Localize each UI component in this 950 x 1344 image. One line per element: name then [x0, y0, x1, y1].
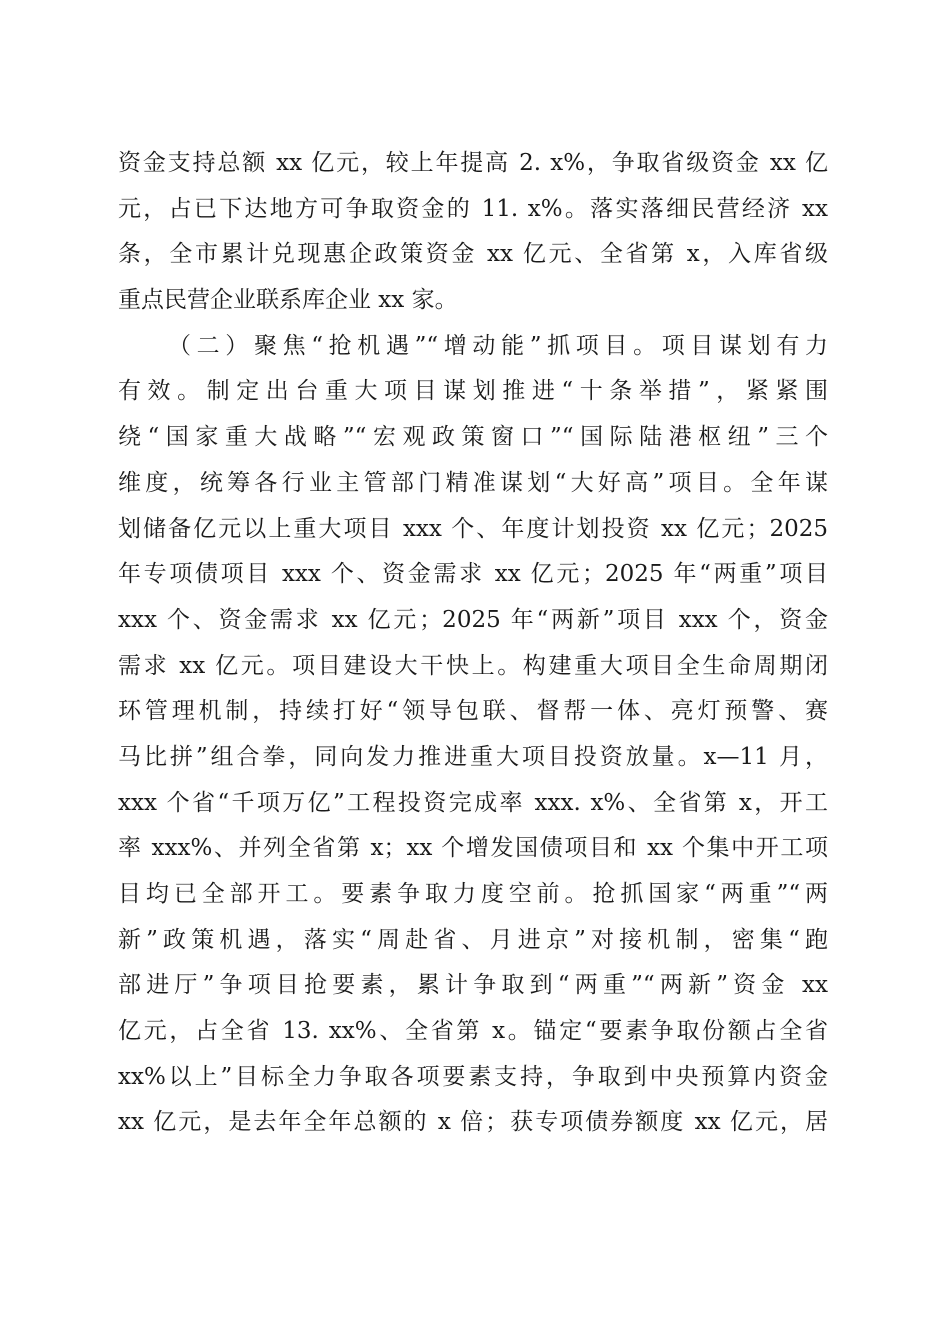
- paragraph-2-line-1: （二）聚焦“抢机遇”“增动能”抓项目。项目谋划有力: [168, 332, 828, 359]
- paragraph-2-line-6: 年专项债项目 xxx 个、资金需求 xx 亿元；2025 年“两重”项目: [118, 561, 828, 588]
- paragraph-1-line-2: 元，占已下达地方可争取资金的 11. x%。落实落细民营经济 xx: [118, 195, 828, 222]
- paragraph-2-line-3: 绕“国家重大战略”“宏观政策窗口”“国际陆港枢纽”三个: [118, 424, 828, 451]
- paragraph-2-line-13: 目均已全部开工。要素争取力度空前。抢抓国家“两重”“两: [118, 881, 828, 907]
- paragraph-1-line-1: 资金支持总额 xx 亿元，较上年提高 2. x%，争取省级资金 xx 亿: [118, 150, 828, 176]
- paragraph-2-line-14: 新”政策机遇，落实“周赴省、月进京”对接机制，密集“跑: [118, 926, 828, 953]
- paragraph-2-line-7: xxx 个、资金需求 xx 亿元；2025 年“两新”项目 xxx 个，资金: [118, 606, 828, 633]
- paragraph-2-line-18: xx 亿元，是去年全年总额的 x 倍；获专项债券额度 xx 亿元，居: [118, 1109, 828, 1136]
- paragraph-2-line-11: xxx 个省“千项万亿”工程投资完成率 xxx. x%、全省第 x，开工: [118, 789, 828, 816]
- paragraph-2-line-17: xx%以上”目标全力争取各项要素支持，争取到中央预算内资金: [118, 1063, 828, 1090]
- document-body: [118, 141, 828, 1146]
- paragraph-1-line-3: 条，全市累计兑现惠企政策资金 xx 亿元、全省第 x，入库省级: [118, 241, 828, 268]
- paragraph-1-line-4: 重点民营企业联系库企业 xx 家。: [118, 287, 458, 314]
- paragraph-2-line-2: 有效。制定出台重大项目谋划推进“十条举措”，紧紧围: [118, 378, 828, 405]
- paragraph-2-line-15: 部进厅”争项目抢要素，累计争取到“两重”“两新”资金 xx: [118, 972, 828, 999]
- paragraph-2-line-9: 环管理机制，持续打好“领导包联、督帮一体、亮灯预警、赛: [118, 698, 828, 725]
- paragraph-2-line-5: 划储备亿元以上重大项目 xxx 个、年度计划投资 xx 亿元；2025: [118, 515, 828, 542]
- paragraph-2-line-8: 需求 xx 亿元。项目建设大干快上。构建重大项目全生命周期闭: [118, 652, 828, 679]
- paragraph-2-line-4: 维度，统筹各行业主管部门精准谋划“大好高”项目。全年谋: [118, 469, 828, 496]
- paragraph-2-line-12: 率 xxx%、并列全省第 x；xx 个增发国债项目和 xx 个集中开工项: [118, 835, 828, 862]
- paragraph-2-line-16: 亿元，占全省 13. xx%、全省第 x。锚定“要素争取份额占全省: [118, 1018, 828, 1045]
- paragraph-2-line-10: 马比拼”组合拳，同向发力推进重大项目投资放量。x—11 月，: [118, 743, 828, 770]
